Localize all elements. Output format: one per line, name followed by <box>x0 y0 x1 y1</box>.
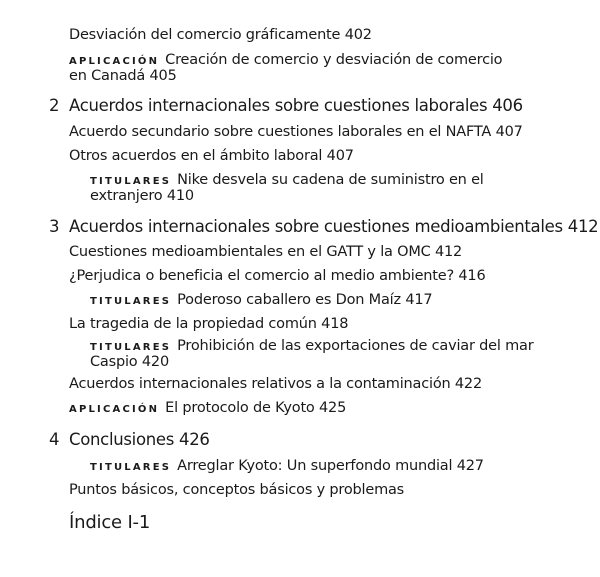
toc-item-page: 402 <box>344 27 372 43</box>
titulares-tag: TITULARES <box>90 176 172 187</box>
toc-item-title: Cuestiones medioambientales en el GATT y la OMC <box>69 244 431 260</box>
toc-item-desviacion <box>69 26 372 44</box>
index-heading <box>69 514 150 532</box>
toc-item-title: Acuerdo secundario sobre cuestiones laborales en el NAFTA <box>69 124 492 140</box>
toc-item-title: La tragedia de la propiedad común <box>69 316 317 332</box>
chapter-3-heading <box>49 218 598 236</box>
toc-item-page: 412 <box>435 244 463 260</box>
chapter-title: Acuerdos internacionales sobre cuestiones medioambientales <box>69 217 563 236</box>
toc-item-page: 417 <box>405 292 433 308</box>
toc-aplicacion-kyoto <box>69 399 346 419</box>
toc-item-nafta <box>69 123 523 141</box>
titulares-title-line1: Prohibición de las exportaciones de caviar del mar <box>177 338 534 354</box>
titulares-tag: TITULARES <box>90 342 172 353</box>
toc-titulares-maiz <box>90 291 432 311</box>
toc-item-page: 416 <box>458 268 486 284</box>
titulares-title-line2: Caspio <box>90 354 138 370</box>
titulares-title-line1: Nike desvela su cadena de suministro en el <box>177 172 484 188</box>
toc-item-page: 420 <box>141 354 169 370</box>
toc-titulares-nike-cont <box>90 187 194 205</box>
aplicacion-tag: APLICACIÓN <box>69 404 160 415</box>
titulares-tag: TITULARES <box>90 462 172 473</box>
chapter-number: 2 <box>49 96 60 115</box>
toc-item-title: Puntos básicos, conceptos básicos y problemas <box>69 482 405 498</box>
aplicacion-title-line1: Creación de comercio y desviación de comercio <box>165 52 503 68</box>
toc-item-title: Acuerdos internacionales relativos a la contaminación <box>69 376 451 392</box>
toc-item-page: 405 <box>149 68 177 84</box>
toc-item-page: 410 <box>166 188 194 204</box>
aplicacion-title-line2: en Canadá <box>69 68 146 84</box>
index-page: I-1 <box>127 512 151 533</box>
toc-item-contaminacion <box>69 375 482 393</box>
titulares-title: Poderoso caballero es Don Maíz <box>177 292 401 308</box>
aplicacion-title: El protocolo de Kyoto <box>165 400 315 416</box>
toc-aplicacion-canada-cont <box>69 67 177 85</box>
toc-item-title: Desviación del comercio gráficamente <box>69 27 341 43</box>
toc-item-tragedia <box>69 315 348 333</box>
toc-item-puntos-basicos <box>69 481 404 499</box>
toc-item-page: 407 <box>326 148 354 164</box>
toc-item-page: 425 <box>319 400 347 416</box>
titulares-title: Arreglar Kyoto: Un superfondo mundial <box>177 458 453 474</box>
chapter-4-heading <box>49 431 210 449</box>
toc-item-otros-acuerdos <box>69 147 354 165</box>
toc-titulares-superfondo <box>90 457 484 477</box>
chapter-page: 406 <box>492 96 523 115</box>
chapter-page: 412 <box>567 217 599 236</box>
chapter-title: Conclusiones <box>69 430 175 449</box>
toc-item-perjudica <box>69 267 485 285</box>
toc-item-page: 407 <box>495 124 523 140</box>
toc-item-page: 422 <box>454 376 482 392</box>
index-label: Índice <box>69 512 122 533</box>
chapter-number: 4 <box>49 430 60 449</box>
titulares-title-line2: extranjero <box>90 188 163 204</box>
toc-item-page: 418 <box>321 316 349 332</box>
chapter-2-heading <box>49 97 523 115</box>
titulares-tag: TITULARES <box>90 296 172 307</box>
chapter-title: Acuerdos internacionales sobre cuestiones laborales <box>69 96 488 115</box>
toc-item-title: ¿Perjudica o beneficia el comercio al medio ambiente? <box>69 268 454 284</box>
chapter-number: 3 <box>49 217 60 236</box>
aplicacion-tag: APLICACIÓN <box>69 56 160 67</box>
toc-item-gatt-omc <box>69 243 462 261</box>
toc-titulares-caviar-cont <box>90 353 169 371</box>
toc-item-title: Otros acuerdos en el ámbito laboral <box>69 148 323 164</box>
toc-item-page: 427 <box>456 458 484 474</box>
chapter-page: 426 <box>179 430 210 449</box>
